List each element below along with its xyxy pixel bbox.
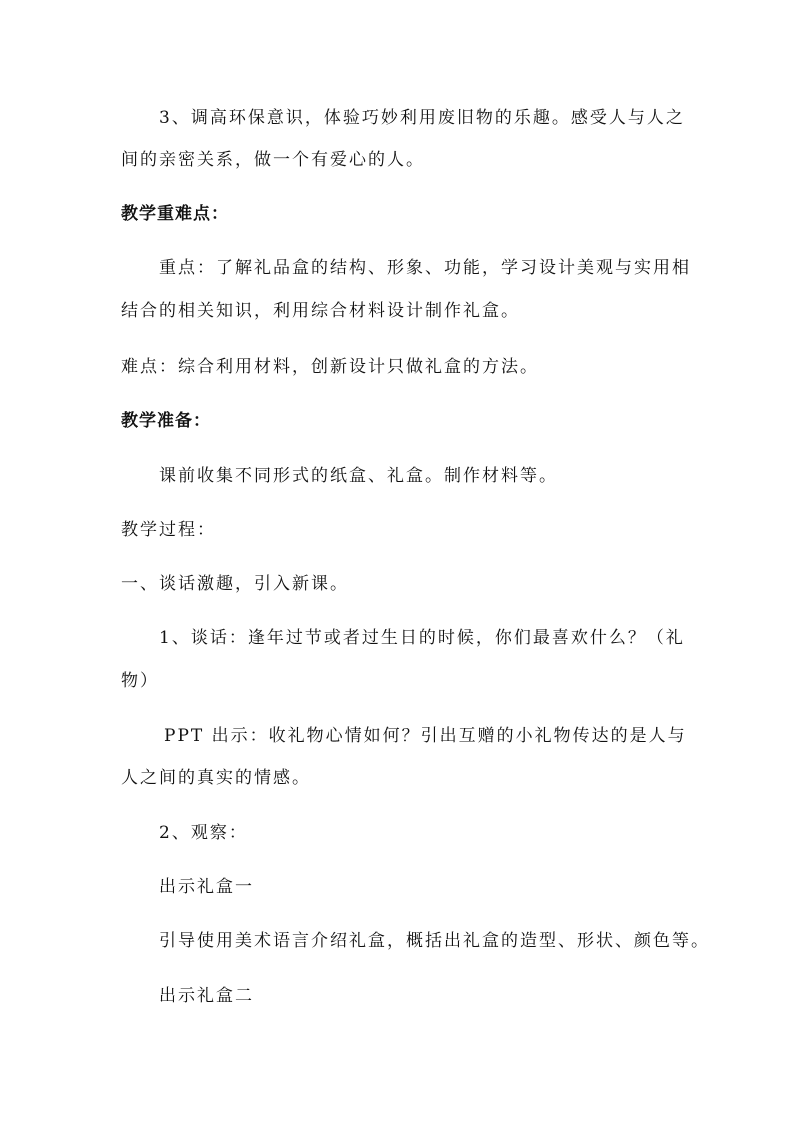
heading-preparation: 教学准备：: [121, 411, 211, 431]
ppt-line-2: 人之间的真实的情感。: [121, 768, 311, 788]
goal-3-line-1: 3、调高环保意识，体验巧妙利用废旧物的乐趣。感受人与人之: [159, 108, 685, 128]
guide-paragraph: 引导使用美术语言介绍礼盒，概括出礼盒的造型、形状、颜色等。: [159, 931, 710, 951]
heading-key-points: 教学重难点：: [121, 204, 229, 224]
step-2-heading: 2、观察：: [159, 823, 248, 843]
preparation-paragraph: 课前收集不同形式的纸盒、礼盒。制作材料等。: [159, 466, 558, 486]
show-box-2: 出示礼盒二: [159, 986, 254, 1006]
heading-process: 教学过程：: [121, 520, 216, 540]
goal-3-line-2: 间的亲密关系，做一个有爱心的人。: [121, 150, 425, 170]
show-box-1: 出示礼盒一: [159, 877, 254, 897]
step-1-line-1: 1、谈话：逢年过节或者过生日的时候，你们最喜欢什么？（礼: [159, 628, 685, 648]
key-point-line-2: 结合的相关知识，利用综合材料设计制作礼盒。: [121, 301, 520, 321]
difficulty-paragraph: 难点：综合利用材料，创新设计只做礼盒的方法。: [121, 357, 539, 377]
step-1-line-2: 物）: [121, 671, 159, 691]
section-1-heading: 一、谈话激趣，引入新课。: [121, 574, 349, 594]
ppt-line-1: PPT 出示：收礼物心情如何？引出互赠的小礼物传达的是人与: [164, 726, 687, 746]
key-point-line-1: 重点：了解礼品盒的结构、形象、功能，学习设计美观与实用相: [159, 258, 691, 278]
